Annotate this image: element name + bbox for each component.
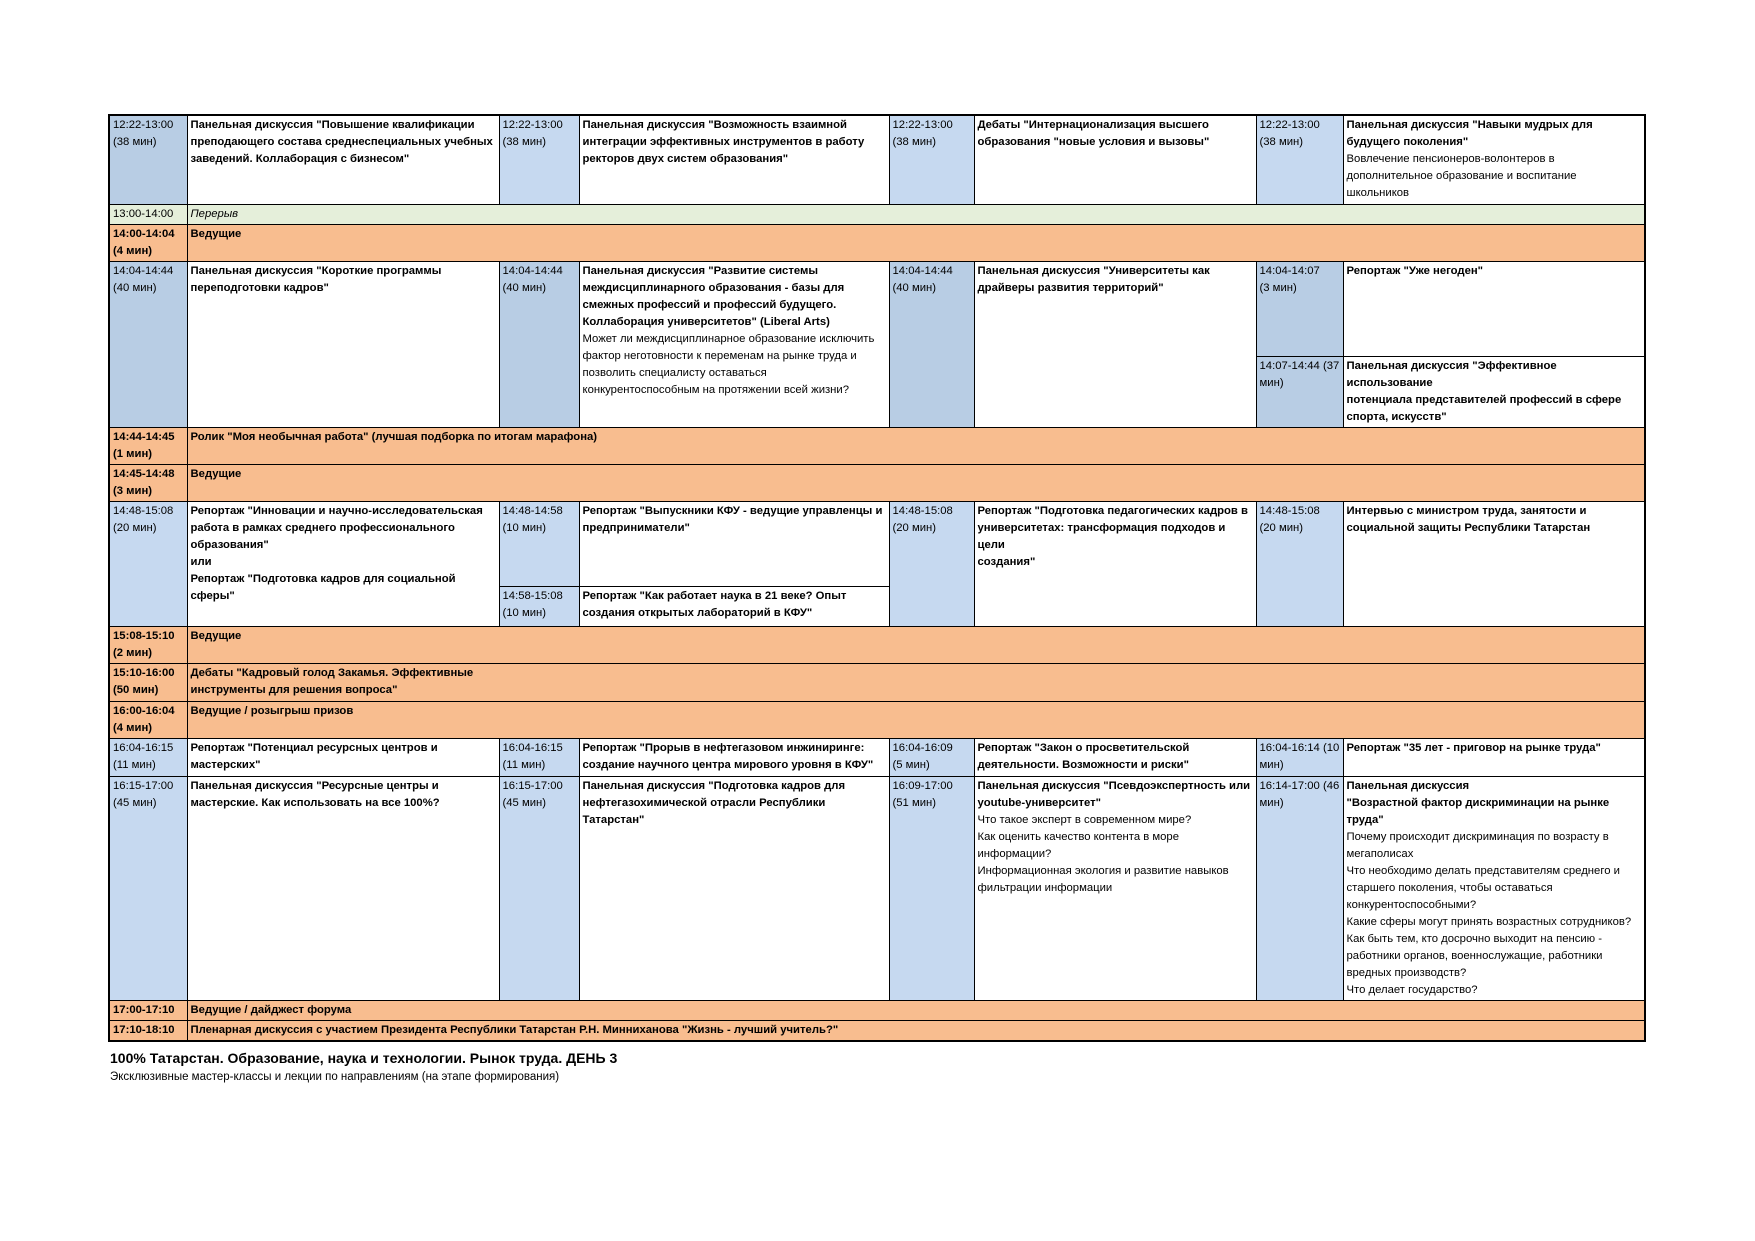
event-title: труда" [1346,813,1384,826]
duration: мин) [1259,796,1284,809]
event-cell [579,586,889,626]
event-note: Почему происходит дискриминация по возрасту в [1346,830,1609,843]
time-range: 16:15-17:00 [502,779,563,792]
schedule-row-host [109,224,1645,261]
event-note: Вовлечение пенсионеров-волонтеров в [1346,153,1555,165]
event-title: междисциплинарного образования - базы для [582,281,845,294]
event-cell [974,115,1256,204]
time-range: 17:10-18:10 [113,1023,175,1036]
event-title: youtube-университет" [977,796,1102,809]
time-range: 12:22-13:00 [502,119,563,131]
duration: мин) [1259,758,1284,771]
event-title: Панельная дискуссия "Подготовка кадров для [582,779,846,792]
time-cell [1256,356,1343,427]
event-title: Репортаж "Потенциал ресурсных центров и [190,741,438,754]
event-cell [1343,776,1645,1000]
schedule-table [108,114,1646,1042]
event-title: деятельности. Возможности и риски" [977,758,1189,771]
event-title: Коллаборация университетов" (Liberal Arts) [582,315,830,328]
event-note: конкурентоспособным на протяжении всей жизни? [582,383,850,396]
event-title: Панельная дискуссия "Повышение квалификации [190,119,475,131]
duration: (50 мин) [113,683,159,696]
event-cell [974,776,1256,1000]
duration: (11 мин) [113,758,156,771]
event-cell [187,776,499,1000]
time-cell [889,501,974,626]
time-cell [889,261,974,427]
time-range: 14:04-14:44 [113,264,174,277]
time-cell [499,738,579,776]
event-cell [187,501,499,626]
time-cell [1256,738,1343,776]
time-range: 14:58-15:08 [502,589,563,602]
event-title: Репортаж "Подготовка педагогических кадров в [977,504,1248,517]
event-title: образования" [190,538,269,551]
event-title: создание научного центра мирового уровня в КФУ" [582,758,874,771]
event-note: Информационная экология и развитие навыков [977,864,1229,877]
duration: (20 мин) [892,521,937,534]
host-cell [187,663,1645,701]
time-cell [109,261,187,427]
event-title: Панельная дискуссия "Навыки мудрых для [1346,119,1593,131]
event-title: создания открытых лабораторий в КФУ" [582,606,813,619]
event-title: работа в рамках среднего профессионального [190,521,455,534]
schedule-row-host [109,626,1645,663]
duration: (38 мин) [1259,136,1304,148]
duration: (4 мин) [113,721,153,734]
schedule-row-host [109,464,1645,501]
time-cell [499,501,579,586]
event-title: Дебаты "Интернационализация высшего [977,119,1209,131]
event-title: интеграции эффективных инструментов в работу [582,136,865,148]
time-range: 14:48-15:08 [1259,504,1320,517]
schedule-row [109,261,1645,356]
time-cell [109,626,187,663]
time-range: 16:00-16:04 [113,704,175,717]
schedule-row-host [109,427,1645,464]
event-title: Панельная дискуссия "Развитие системы [582,264,819,277]
event-title: смежных профессий и профессий будущего. [582,298,837,311]
event-cell [1343,356,1645,427]
time-cell [109,738,187,776]
event-note: школьников [1346,187,1410,199]
time-cell [499,586,579,626]
event-title: Панельная дискуссия [1346,779,1470,792]
event-title: Репортаж "Прорыв в нефтегазовом инжиниринге: [582,741,865,754]
break-label: Перерыв [190,207,239,220]
event-title: Репортаж "Уже негоден" [1346,264,1484,277]
duration: (3 мин) [113,484,153,497]
host-cell [187,701,1645,738]
schedule-row-host [109,1000,1645,1020]
schedule-row-break [109,204,1645,224]
duration: (38 мин) [892,136,937,148]
time-cell [109,224,187,261]
event-title: Репортаж "Как работает наука в 21 веке? Опыт [582,589,847,602]
time-range: 14:48-15:08 [892,504,953,517]
event-note: мегаполисах [1346,847,1414,860]
host-label: Ведущие [190,629,242,642]
event-title: Панельная дискуссия "Эффективное использование [1346,359,1557,389]
host-cell [187,1020,1645,1041]
host-label: Ведущие / дайджест форума [190,1003,352,1016]
time-cell [499,776,579,1000]
break-cell [187,204,1645,224]
day-subheading: Эксклюзивные мастер-классы и лекции по направлениям (на этапе формирования) [110,1071,560,1083]
duration: (10 мин) [502,606,547,619]
host-cell [187,1000,1645,1020]
duration: (38 мин) [502,136,547,148]
time-range: 16:14-17:00 (46 [1259,779,1340,792]
host-label: Пленарная дискуссия с участием Президента Республики Татарстан Р.Н. Минниханова "Жизнь - лучший учитель?" [190,1023,839,1036]
time-cell [1256,115,1343,204]
event-note: Как оценить качество контента в море [977,830,1179,843]
event-cell [579,115,889,204]
time-range: 14:07-14:44 (37 [1259,359,1340,372]
event-title: будущего поколения" [1346,136,1469,148]
event-cell [579,738,889,776]
time-range: 14:44-14:45 [113,430,175,443]
event-title: мастерские. Как использовать на все 100%? [190,796,440,809]
time-cell [109,776,187,1000]
event-title: мастерских" [190,758,261,771]
event-note: Какие сферы могут принять возрастных сотрудников? [1346,915,1632,928]
host-label: Ведущие [190,227,242,240]
time-range: 13:00-14:00 [113,207,174,220]
event-title: Репортаж "Выпускники КФУ - ведущие управленцы и [582,504,883,517]
schedule-row-host [109,663,1645,701]
event-cell [974,261,1256,427]
event-cell [187,115,499,204]
host-cell [187,626,1645,663]
event-cell [187,261,499,427]
event-cell [579,261,889,427]
time-range: 14:48-15:08 [113,504,174,517]
event-note: Может ли междисциплинарное образование исключить [582,332,875,345]
schedule-row-host [109,701,1645,738]
event-note: дополнительное образование и воспитание [1346,170,1577,182]
event-note: работники органов, военнослужащие, работники [1346,949,1603,962]
event-title: Панельная дискуссия "Ресурсные центры и [190,779,439,792]
time-cell [499,115,579,204]
duration: (40 мин) [502,281,547,294]
time-range: 16:04-16:14 (10 [1259,741,1340,754]
time-cell [109,115,187,204]
time-cell [109,701,187,738]
event-note: Что такое эксперт в современном мире? [977,813,1192,826]
time-range: 12:22-13:00 [1259,119,1320,131]
schedule-row-host [109,1020,1645,1041]
duration: (20 мин) [1259,521,1304,534]
schedule-row [109,738,1645,776]
duration: мин) [1259,376,1284,389]
event-title: Панельная дискуссия "Университеты как [977,264,1210,277]
duration: (45 мин) [502,796,547,809]
time-cell [1256,501,1343,626]
time-range: 16:15-17:00 [113,779,174,792]
host-label: инструменты для решения вопроса" [190,683,398,696]
time-cell [889,776,974,1000]
duration: (2 мин) [113,646,153,659]
duration: (40 мин) [113,281,157,294]
event-cell [1343,115,1645,204]
event-note: фильтрации информации [977,881,1113,894]
event-note: Что необходимо делать представителям среднего и [1346,864,1620,877]
time-range: 16:04-16:09 [892,741,953,754]
time-range: 14:48-14:58 [502,504,563,517]
host-label: Ведущие [190,467,242,480]
time-cell [499,261,579,427]
time-cell [1256,776,1343,1000]
time-range: 16:04-16:15 [502,741,563,754]
duration: (51 мин) [892,796,937,809]
host-label: Дебаты "Кадровый голод Закамья. Эффективные [190,666,474,679]
event-title: драйверы развития территорий" [977,281,1164,294]
duration: (1 мин) [113,447,153,460]
duration: (20 мин) [113,521,157,534]
event-title: Репортаж "35 лет - приговор на рынке труда" [1346,741,1601,754]
duration: (11 мин) [502,758,546,771]
event-cell [1343,738,1645,776]
event-title: Панельная дискуссия "Короткие программы [190,264,442,277]
host-label: Ролик "Моя необычная работа" (лучшая подборка по итогам марафона) [190,430,598,443]
schedule-row [109,501,1645,586]
time-cell [889,738,974,776]
time-range: 14:04-14:44 [502,264,563,277]
time-range: 14:45-14:48 [113,467,175,480]
event-title: социальной защиты Республики Татарстан [1346,521,1591,534]
event-note: конкурентоспособными? [1346,898,1477,911]
event-note: старшего поколения, чтобы оставаться [1346,881,1553,894]
host-label: Ведущие / розыгрыш призов [190,704,354,717]
event-cell [579,776,889,1000]
time-range: 14:04-14:44 [892,264,953,277]
time-range: 15:10-16:00 [113,666,175,679]
time-cell [109,204,187,224]
event-title: переподготовки кадров" [190,281,329,294]
duration: (45 мин) [113,796,157,809]
event-note: фактор неготовности к переменам на рынке труда и [582,349,857,362]
time-range: 14:00-14:04 [113,227,175,240]
host-cell [187,464,1645,501]
event-title: Панельная дискуссия "Псевдоэкспертность или [977,779,1251,792]
event-title: "Возрастной фактор дискриминации на рынке [1346,796,1610,809]
time-range: 16:04-16:15 [113,741,174,754]
event-cell [1343,261,1645,356]
time-cell [109,501,187,626]
duration: (5 мин) [892,758,930,771]
duration: (10 мин) [502,521,547,534]
host-cell [187,427,1645,464]
time-range: 12:22-13:00 [113,119,174,131]
event-title: или [190,555,212,568]
time-range: 14:04-14:07 [1259,264,1320,277]
time-cell [889,115,974,204]
time-range: 16:09-17:00 [892,779,953,792]
event-note: вредных производств? [1346,966,1467,979]
event-title: ректоров двух систем образования" [582,153,789,165]
time-range: 15:08-15:10 [113,629,175,642]
event-title: нефтегазохимической отрасли Республики Татарстан" [582,796,826,826]
duration: (40 мин) [892,281,937,294]
event-cell [974,501,1256,626]
event-title: Панельная дискуссия "Возможность взаимной [582,119,847,131]
event-note: Как быть тем, кто досрочно выходит на пенсию - [1346,932,1603,945]
event-title: спорта, искусств" [1346,410,1447,423]
event-note: информации? [977,847,1052,860]
host-cell [187,224,1645,261]
time-cell [109,1000,187,1020]
event-title: потенциала представителей профессий в сфере [1346,393,1622,406]
time-cell [1256,261,1343,356]
event-cell [187,738,499,776]
event-title: университетах: трансформация подходов и цели [977,521,1226,551]
event-cell [579,501,889,586]
event-title: создания" [977,555,1036,568]
schedule-row [109,776,1645,1000]
day-heading: 100% Татарстан. Образование, наука и технологии. Рынок труда. ДЕНЬ 3 [110,1050,618,1066]
time-cell [109,1020,187,1041]
time-cell [109,663,187,701]
duration: (4 мин) [113,244,153,257]
event-cell [1343,501,1645,626]
event-title: Репортаж "Подготовка кадров для социальной сферы" [190,572,456,602]
event-note: Что делает государство? [1346,983,1478,996]
event-title: Репортаж "Инновации и научно-исследовательская [190,504,483,517]
event-note: позволить специалисту оставаться [582,366,767,379]
duration: (3 мин) [1259,281,1297,294]
event-cell [974,738,1256,776]
event-title: заведений. Коллаборация с бизнесом" [190,153,410,165]
time-range: 12:22-13:00 [892,119,953,131]
time-cell [109,427,187,464]
time-range: 17:00-17:10 [113,1003,175,1016]
event-title: Репортаж "Закон о просветительской [977,741,1190,754]
event-title: предприниматели" [582,521,690,534]
time-cell [109,464,187,501]
event-title: преподающего состава среднеспециальных учебных [190,136,493,148]
event-title: образования "новые условия и вызовы" [977,136,1210,148]
schedule-row [109,115,1645,204]
event-title: Интервью с министром труда, занятости и [1346,504,1587,517]
duration: (38 мин) [113,136,157,148]
